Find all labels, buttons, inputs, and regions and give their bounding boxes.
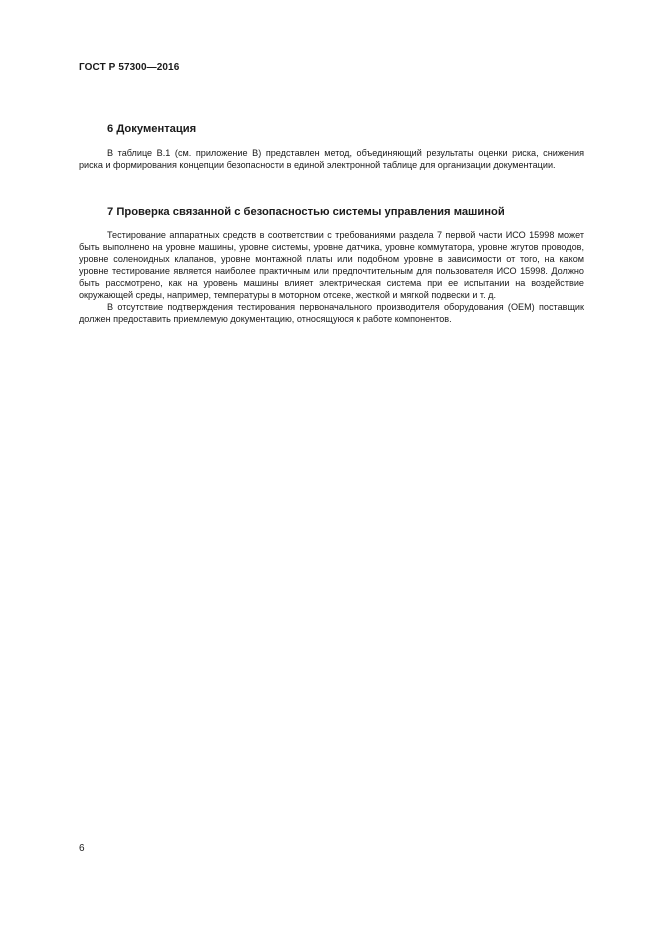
paragraph: В таблице В.1 (см. приложение В) представлен метод, объединяющий результаты оценки риска, снижения риска и формирования концепции безопасности в единой электронной таблице для организации документации. xyxy=(79,148,584,171)
section-documentation xyxy=(79,122,584,171)
paragraph: В отсутствие подтверждения тестирования первоначального производителя оборудования (ОЕМ) поставщик должен предоставить приемлемую документацию, относящуюся к работе компонентов. xyxy=(79,302,584,325)
section-heading: 7 Проверка связанной с безопасностью системы управления машиной xyxy=(107,206,505,218)
section-heading: 6 Документация xyxy=(107,123,197,135)
page-number: 6 xyxy=(79,843,85,854)
paragraph: Тестирование аппаратных средств в соответствии с требованиями раздела 7 первой части ИСО 15998 может быть выполнено на уровне машины, уровне системы, уровне датчика, уровне коммутатора, уровне жгутов проводов, уровне соленоидных клапанов, уровне монтажной платы или подобном уровне в зависимости от того, на каком уровне тестирование является наиболее практичным или предпочтительным для пользователя ИСО 15998. Должно быть рассмотрено, как на уровень машины влияет электрическая система при ее испытании на воздействие окружающей среды, например, температуры в моторном отсеке, жесткой и мягкой подвески и т. д. xyxy=(79,230,584,301)
document-standard-id: ГОСТ Р 57300—2016 xyxy=(79,62,180,73)
section-control-system-verification xyxy=(79,205,584,325)
